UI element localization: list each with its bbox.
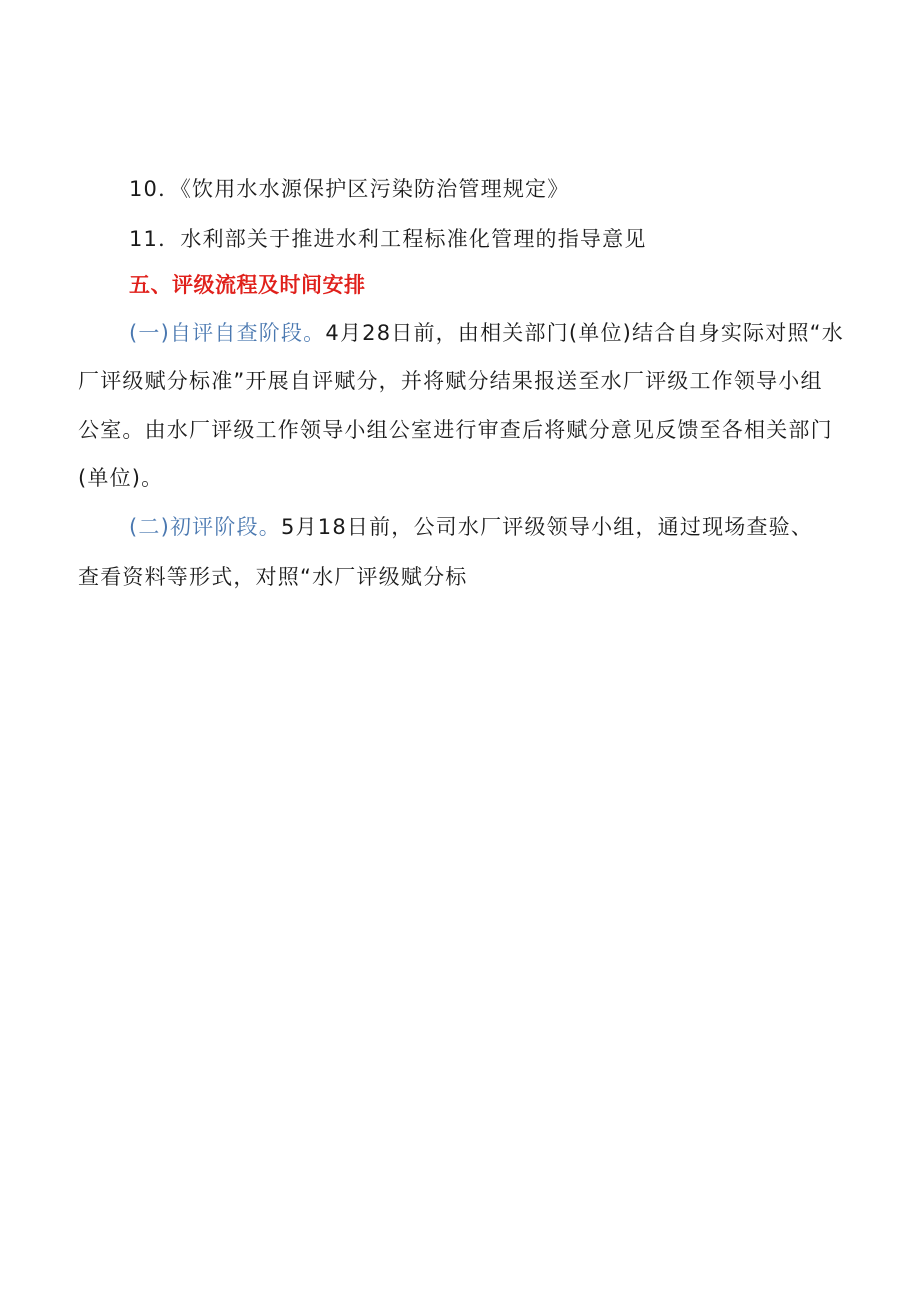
stage1-title: (一)自评自查阶段。 [129,321,326,345]
reference-text: ．《饮用水水源保护区污染防治管理规定》 [158,177,570,201]
stage2-line-2: 查看资料等形式，对照“水厂评级赋分标 [78,565,468,589]
section-heading: 五、评级流程及时间安排 [129,273,366,297]
stage2-title: (二)初评阶段。 [129,515,281,539]
reference-item-11 [129,225,647,253]
reference-number: 10 [129,177,159,201]
stage1-first-line [129,319,844,347]
reference-number: 11 [129,227,159,251]
reference-text: ．水利部关于推进水利工程标准化管理的指导意见 [158,227,647,251]
stage1-line-4: (单位)。 [78,466,164,490]
stage2-text: 5月18日前，公司水厂评级领导小组，通过现场查验、 [281,515,814,539]
reference-item-10 [129,175,569,203]
stage1-line-2: 厂评级赋分标准”开展自评赋分，并将赋分结果报送至水厂评级工作领导小组 [78,369,823,393]
stage1-text: 4月28日前，由相关部门(单位)结合自身实际对照“水 [325,321,844,345]
stage2-first-line [129,513,813,541]
stage1-line-3: 公室。由水厂评级工作领导小组公室进行审查后将赋分意见反馈至各相关部门 [78,418,833,442]
